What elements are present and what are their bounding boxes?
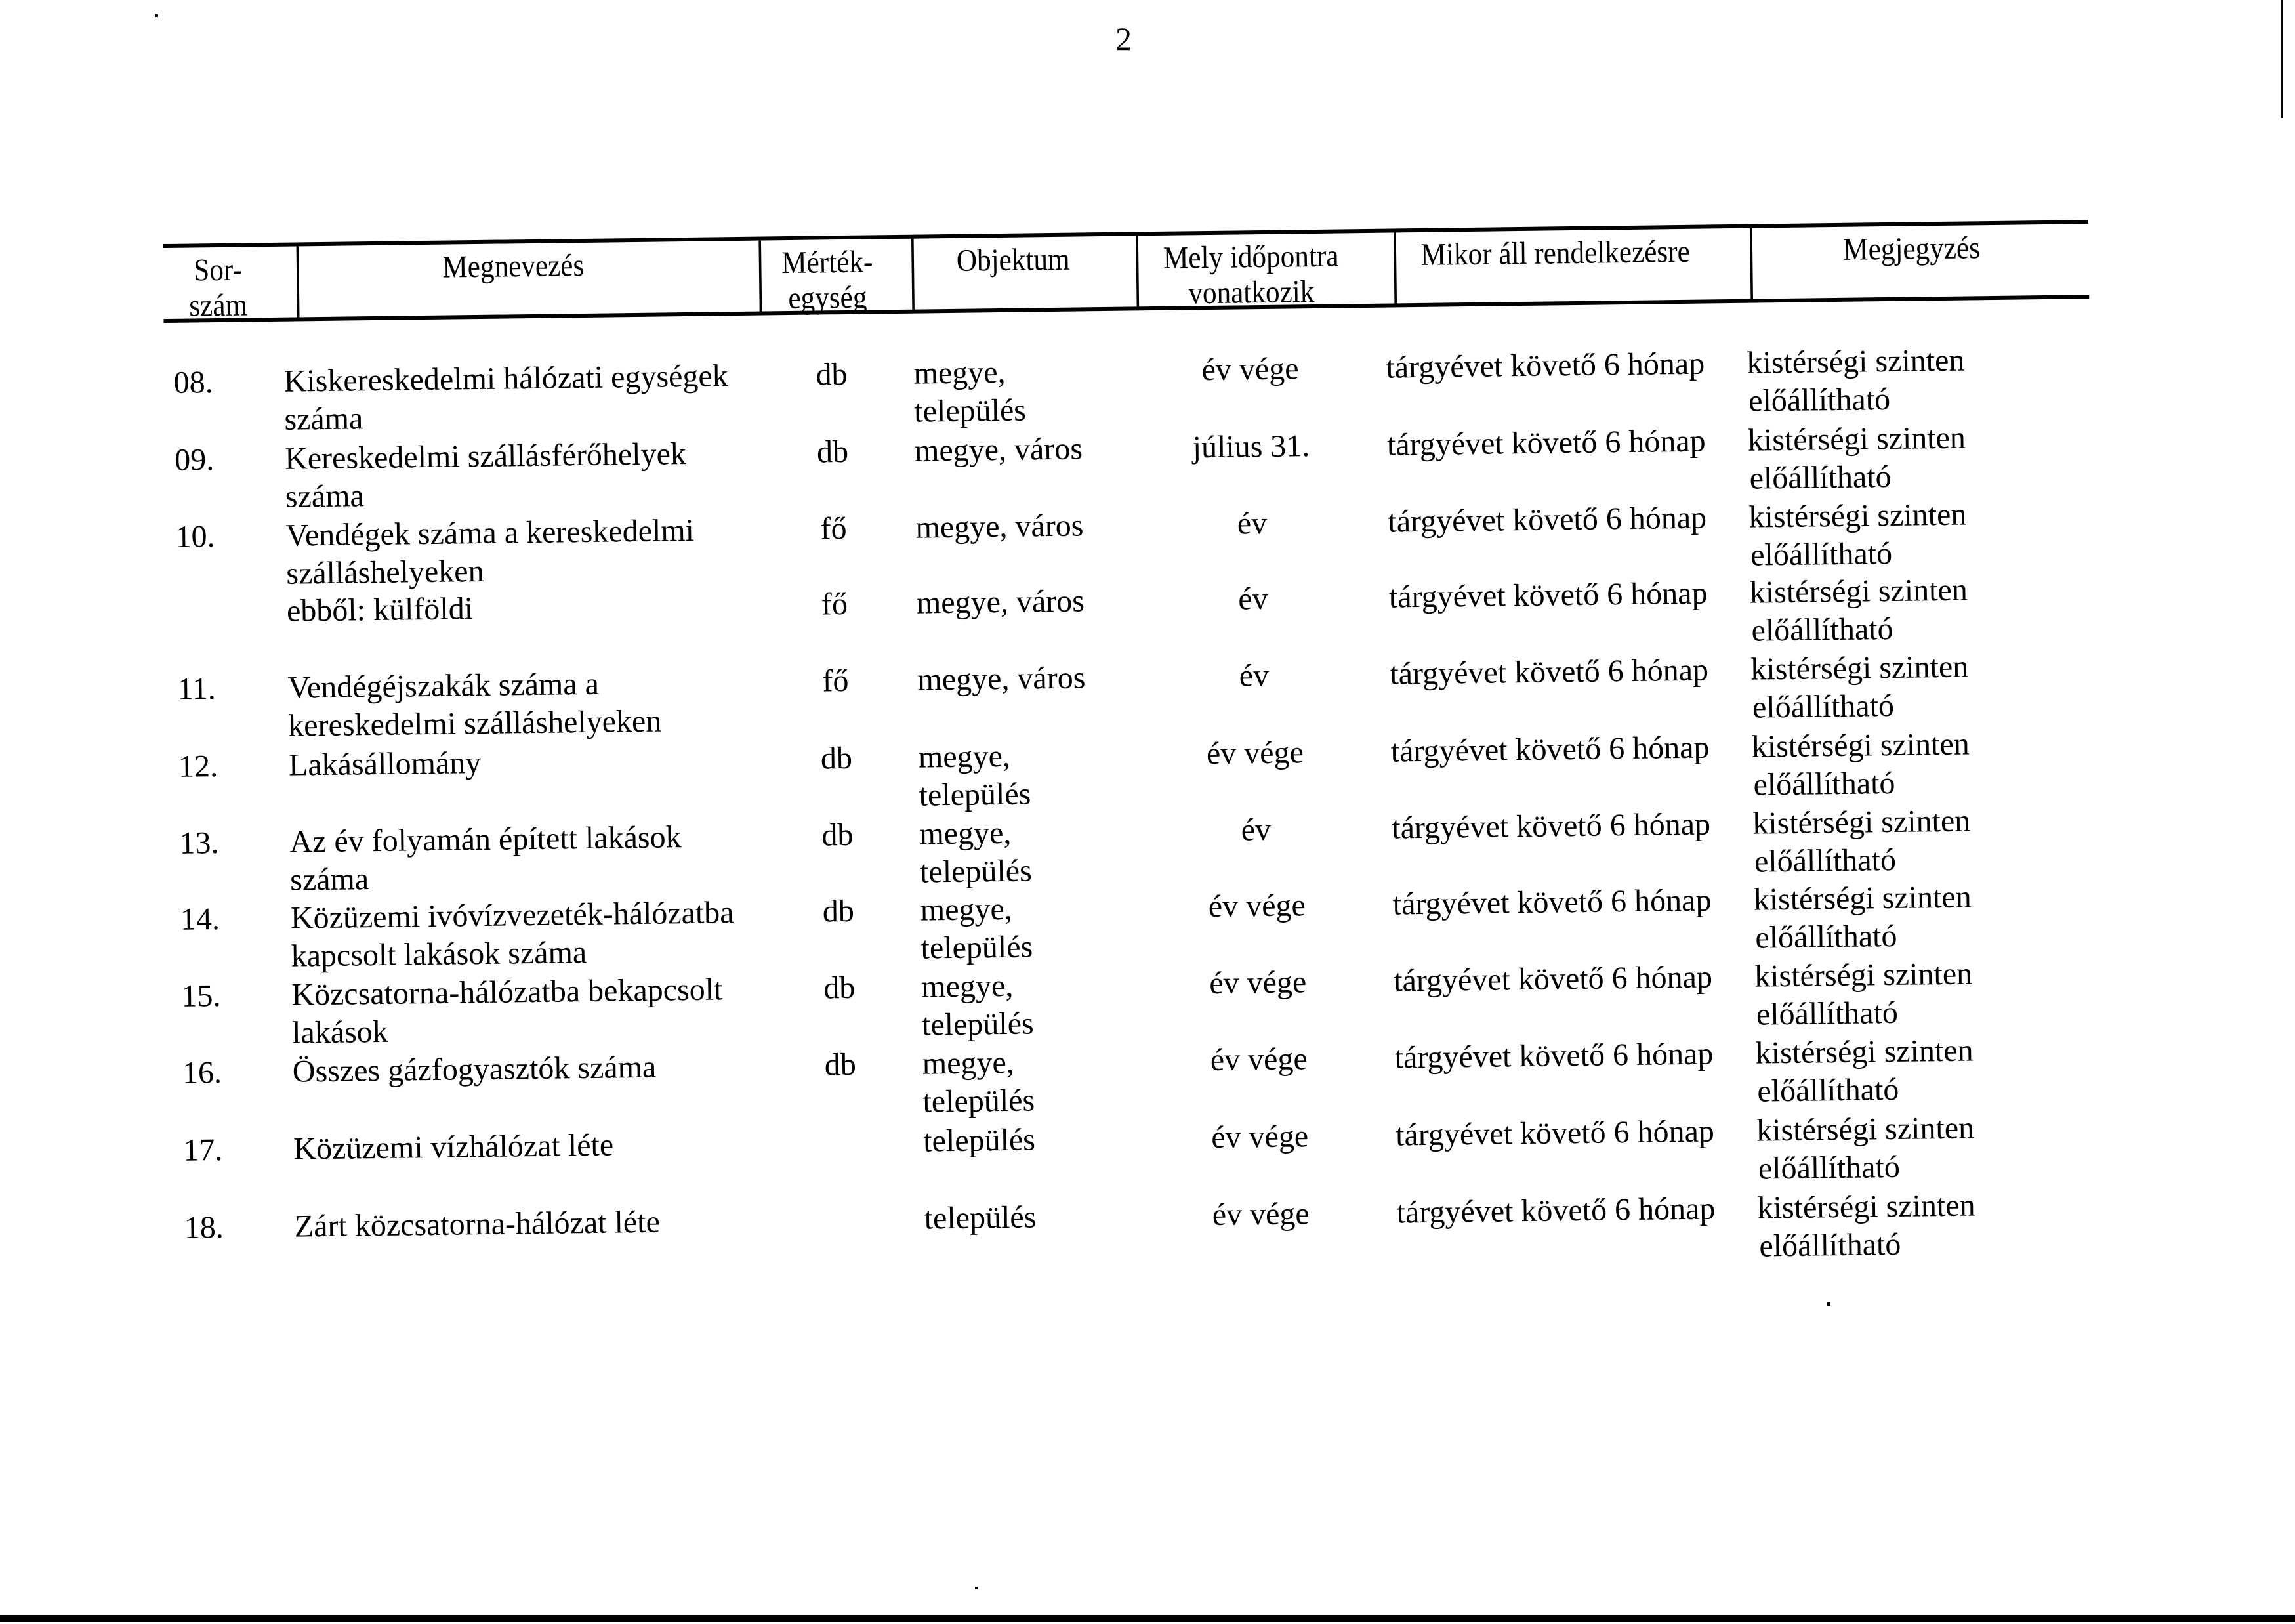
row-availability-line1: tárgyévet követő 6 hónap xyxy=(1386,346,1705,385)
row-reference-time xyxy=(1132,579,1375,620)
row-unit-line1: fő xyxy=(820,510,847,547)
row-object xyxy=(921,967,1034,1044)
row-note-line1: kistérségi szinten xyxy=(1755,1033,1974,1071)
row-reference-time-line1: év xyxy=(1239,657,1270,694)
row-availability xyxy=(1394,958,1712,1000)
row-availability xyxy=(1394,1035,1713,1077)
row-object-line2: település xyxy=(913,392,1027,429)
row-reference-time-line1: július 31. xyxy=(1192,428,1310,465)
row-availability-line1: tárgyévet követő 6 hónap xyxy=(1394,1036,1714,1075)
row-name xyxy=(291,970,723,1052)
row-reference-time xyxy=(1130,503,1374,545)
row-number-line1: 11. xyxy=(177,671,217,707)
row-availability-line1: tárgyévet követő 6 hónap xyxy=(1390,730,1710,769)
row-note-line2: előállítható xyxy=(1759,1226,1901,1264)
row-unit-line1: db xyxy=(824,1047,857,1083)
row-note-line1: kistérségi szinten xyxy=(1747,343,1965,381)
row-number-line1: 09. xyxy=(174,442,215,478)
row-reference-time xyxy=(1135,886,1378,927)
row-availability xyxy=(1391,728,1710,770)
scan-bottom-edge xyxy=(0,1615,2295,1622)
row-name-line2: kapcsolt lakások száma xyxy=(291,934,587,974)
row-note xyxy=(1755,1031,1974,1110)
row-object-line2: település xyxy=(919,853,1033,890)
row-reference-time xyxy=(1132,656,1376,697)
row-unit-line1: db xyxy=(820,740,853,776)
row-object xyxy=(917,659,1086,699)
row-reference-time-line1: év vége xyxy=(1206,735,1304,772)
row-object-line1: megye, város xyxy=(917,660,1086,697)
row-availability xyxy=(1387,423,1706,465)
row-object-line2: település xyxy=(919,776,1031,813)
row-unit-line1: db xyxy=(822,893,855,929)
row-unit-line1: db xyxy=(816,434,849,470)
row-unit xyxy=(777,432,889,472)
row-object xyxy=(924,1198,1036,1238)
page-number: 2 xyxy=(1115,20,1132,57)
row-reference-time-line1: év vége xyxy=(1208,888,1306,925)
header-sorszam xyxy=(168,247,268,323)
row-reference-time-line1: év xyxy=(1237,505,1268,541)
row-unit xyxy=(775,355,888,394)
row-note-line1: kistérségi szinten xyxy=(1749,572,1968,610)
row-availability-line1: tárgyévet követő 6 hónap xyxy=(1388,575,1708,615)
row-number xyxy=(173,364,213,402)
row-availability xyxy=(1396,1190,1715,1232)
row-unit-line1: db xyxy=(821,817,854,853)
row-note-line1: kistérségi szinten xyxy=(1748,497,1967,535)
row-availability-line1: tárgyévet követő 6 hónap xyxy=(1392,883,1712,922)
row-availability xyxy=(1389,574,1708,616)
row-name xyxy=(283,357,728,438)
row-reference-time xyxy=(1134,733,1377,774)
row-note xyxy=(1748,419,1966,498)
row-reference-time xyxy=(1130,427,1373,468)
header-mertekegyseg-line1: Mérték- xyxy=(781,244,873,281)
row-unit xyxy=(783,892,895,931)
row-object xyxy=(920,890,1033,967)
row-note-line1: kistérségi szinten xyxy=(1751,726,1970,764)
row-note xyxy=(1752,802,1971,881)
row-unit-line1: fő xyxy=(822,663,849,699)
row-reference-time xyxy=(1138,1117,1382,1158)
row-object-line1: megye, xyxy=(918,738,1011,775)
row-note-line2: előállítható xyxy=(1758,1149,1901,1186)
row-note xyxy=(1753,878,1972,957)
row-number-line1: 14. xyxy=(180,902,220,937)
row-unit-line1: db xyxy=(823,970,856,1006)
row-name-line1: Lakásállomány xyxy=(288,745,482,783)
row-number xyxy=(184,1209,224,1247)
row-reference-time xyxy=(1137,1039,1380,1081)
row-number xyxy=(178,747,218,786)
row-unit xyxy=(783,968,896,1008)
row-object-line1: megye, xyxy=(920,968,1014,1005)
row-name-line1: Összes gázfogyasztók száma xyxy=(292,1049,657,1089)
row-note xyxy=(1756,1109,1975,1188)
row-note-line1: kistérségi szinten xyxy=(1753,879,1972,917)
header-mely-idopontra-line2: vonatkozik xyxy=(1188,274,1315,311)
row-note-line1: kistérségi szinten xyxy=(1754,956,1973,994)
header-mikor-all-label: Mikor áll rendelkezésre xyxy=(1420,234,1691,272)
header-megjegyzes xyxy=(1750,224,2071,299)
row-note xyxy=(1747,342,1965,421)
row-object-line1: megye, város xyxy=(915,508,1084,545)
row-object xyxy=(917,582,1085,622)
row-name-line2: száma xyxy=(289,862,369,898)
row-note-line2: előállítható xyxy=(1752,688,1895,725)
row-name-line1: Közüzemi ivóvízvezeték-hálózatba xyxy=(290,895,734,936)
row-unit xyxy=(781,739,893,778)
scan-speck xyxy=(155,14,158,17)
header-mely-idopontra-line1: Mely időpontra xyxy=(1163,238,1339,276)
header-objektum-label: Objektum xyxy=(956,241,1070,278)
row-reference-time-line1: év vége xyxy=(1209,965,1307,1001)
row-number xyxy=(175,518,215,556)
row-name xyxy=(291,894,735,975)
row-number xyxy=(179,824,219,863)
row-availability-line1: tárgyévet követő 6 hónap xyxy=(1391,806,1711,846)
row-note-line2: előállítható xyxy=(1753,765,1895,802)
row-number xyxy=(180,900,220,939)
row-number xyxy=(177,670,216,709)
row-object xyxy=(919,737,1031,814)
row-object xyxy=(915,507,1084,547)
row-object-line2: település xyxy=(922,1083,1035,1119)
row-number xyxy=(183,1131,223,1170)
row-name-line2: száma xyxy=(284,401,363,437)
row-reference-time xyxy=(1136,963,1380,1004)
row-object xyxy=(913,354,1026,431)
row-name-line2: szálláshelyeken xyxy=(285,553,484,591)
scan-edge xyxy=(2281,0,2283,118)
row-note-line1: kistérségi szinten xyxy=(1747,420,1966,458)
row-availability-line1: tárgyévet követő 6 hónap xyxy=(1395,1114,1715,1153)
row-name-line2: kereskedelmi szálláshelyeken xyxy=(287,703,662,743)
row-note-line2: előállítható xyxy=(1751,611,1893,648)
row-availability-line1: tárgyévet követő 6 hónap xyxy=(1386,423,1706,463)
row-object-line1: megye, xyxy=(919,815,1012,852)
row-number-line1: 13. xyxy=(179,825,219,861)
row-name-line1: Kiskereskedelmi hálózati egységek xyxy=(283,358,729,399)
row-name-line1: Vendégéjszakák száma a xyxy=(287,666,600,705)
row-name xyxy=(287,590,474,631)
row-name xyxy=(289,818,682,899)
header-mikor-all xyxy=(1394,228,1715,303)
row-name xyxy=(289,744,482,785)
row-number xyxy=(182,1054,222,1093)
row-name xyxy=(294,1203,660,1246)
header-sorszam-line1: Sor- xyxy=(193,252,243,288)
row-unit-line1: fő xyxy=(821,586,848,622)
row-note-line1: kistérségi szinten xyxy=(1750,649,1969,687)
row-name xyxy=(285,512,695,593)
row-object xyxy=(915,430,1083,470)
row-name xyxy=(293,1049,657,1091)
row-name-line1: Zárt közcsatorna-hálózat léte xyxy=(294,1204,661,1244)
row-reference-time xyxy=(1134,810,1378,851)
row-object-line2: település xyxy=(920,929,1033,966)
row-object-line1: megye, város xyxy=(914,431,1083,468)
row-name xyxy=(285,435,687,516)
header-megnevezes-label: Megnevezés xyxy=(442,247,585,285)
row-object-line2: település xyxy=(921,1006,1034,1043)
row-availability xyxy=(1390,651,1708,693)
row-note-line2: előállítható xyxy=(1749,459,1892,496)
row-name-line2: száma xyxy=(285,478,365,514)
row-object-line1: megye, város xyxy=(916,583,1085,621)
row-name xyxy=(287,665,662,745)
header-megnevezes xyxy=(297,241,728,317)
row-name-line1: Vendégek száma a kereskedelmi xyxy=(285,512,695,553)
row-note-line2: előállítható xyxy=(1754,842,1897,879)
row-availability-line1: tárgyévet követő 6 hónap xyxy=(1393,959,1713,999)
row-note xyxy=(1750,648,1969,726)
row-object-line1: település xyxy=(924,1199,1037,1236)
row-availability xyxy=(1386,345,1705,387)
row-note-line2: előállítható xyxy=(1757,1072,1899,1109)
row-availability xyxy=(1388,499,1706,541)
header-mertekegyseg xyxy=(758,239,894,316)
row-object xyxy=(922,1043,1035,1121)
row-note xyxy=(1751,725,1970,804)
header-sorszam-line2: szám xyxy=(188,287,248,323)
row-number xyxy=(175,441,215,480)
header-mertekegyseg-line2: egység xyxy=(788,280,867,316)
row-note-line2: előállítható xyxy=(1756,995,1899,1032)
row-number-line1: 08. xyxy=(173,365,213,400)
row-unit xyxy=(779,585,891,624)
row-note-line1: kistérségi szinten xyxy=(1752,803,1971,841)
table-header xyxy=(163,220,2089,323)
row-note-line2: előállítható xyxy=(1748,381,1891,419)
row-number-line1: 12. xyxy=(178,749,218,784)
row-name-line1: ebből: külföldi xyxy=(286,591,474,629)
row-availability-line1: tárgyévet követő 6 hónap xyxy=(1390,652,1709,692)
row-note xyxy=(1750,572,1968,650)
row-reference-time xyxy=(1128,349,1372,390)
row-number-line1: 10. xyxy=(175,519,215,554)
row-number-line1: 15. xyxy=(181,978,221,1014)
row-name-line1: Az év folyamán épített lakások xyxy=(289,820,682,860)
header-objektum xyxy=(911,236,1113,310)
row-unit-line1: db xyxy=(816,356,848,392)
row-reference-time-line1: év vége xyxy=(1212,1196,1310,1233)
row-object xyxy=(923,1121,1035,1160)
row-availability-line1: tárgyévet követő 6 hónap xyxy=(1388,500,1707,539)
row-unit xyxy=(779,661,892,701)
row-object-line1: megye, xyxy=(920,891,1013,928)
row-reference-time-line1: év xyxy=(1241,812,1272,848)
header-mely-idopontra xyxy=(1136,233,1364,311)
row-object-line1: megye, xyxy=(913,354,1006,391)
row-reference-time-line1: év vége xyxy=(1201,351,1299,388)
row-object-line1: település xyxy=(922,1122,1036,1159)
row-reference-time-line1: év vége xyxy=(1210,1041,1308,1078)
row-reference-time-line1: év xyxy=(1237,581,1268,617)
row-reference-time-line1: év vége xyxy=(1210,1119,1309,1156)
row-note xyxy=(1748,496,1967,575)
row-object-line1: megye, xyxy=(922,1045,1015,1081)
row-availability xyxy=(1392,881,1711,923)
header-megjegyzes-label: Megjegyzés xyxy=(1842,230,1981,267)
row-note-line1: kistérségi szinten xyxy=(1756,1110,1975,1148)
row-name-line1: Közüzemi vízhálózat léte xyxy=(293,1127,614,1167)
row-number-line1: 16. xyxy=(182,1054,222,1091)
row-object xyxy=(919,814,1032,891)
row-number-line1: 18. xyxy=(184,1209,224,1245)
row-unit xyxy=(784,1045,896,1085)
row-availability xyxy=(1392,805,1710,847)
row-availability xyxy=(1396,1112,1714,1154)
row-name xyxy=(293,1127,613,1169)
row-note xyxy=(1754,955,1973,1033)
row-note-line2: előállítható xyxy=(1755,918,1897,955)
row-note xyxy=(1757,1186,1975,1265)
scan-speck xyxy=(1827,1302,1830,1306)
row-name-line2: lakások xyxy=(291,1014,389,1051)
row-number-line1: 17. xyxy=(183,1132,223,1168)
row-name-line1: Kereskedelmi szállásférőhelyek xyxy=(284,436,687,476)
row-name-line1: Közcsatorna-hálózatba bekapcsolt xyxy=(291,972,723,1012)
row-note-line1: kistérségi szinten xyxy=(1757,1188,1975,1226)
row-note-line2: előállítható xyxy=(1750,535,1893,573)
row-availability-line1: tárgyévet követő 6 hónap xyxy=(1396,1191,1716,1230)
row-reference-time xyxy=(1139,1194,1382,1236)
row-number xyxy=(181,977,221,1016)
row-unit xyxy=(781,816,894,855)
scan-speck xyxy=(975,1587,978,1589)
row-unit xyxy=(777,509,890,549)
